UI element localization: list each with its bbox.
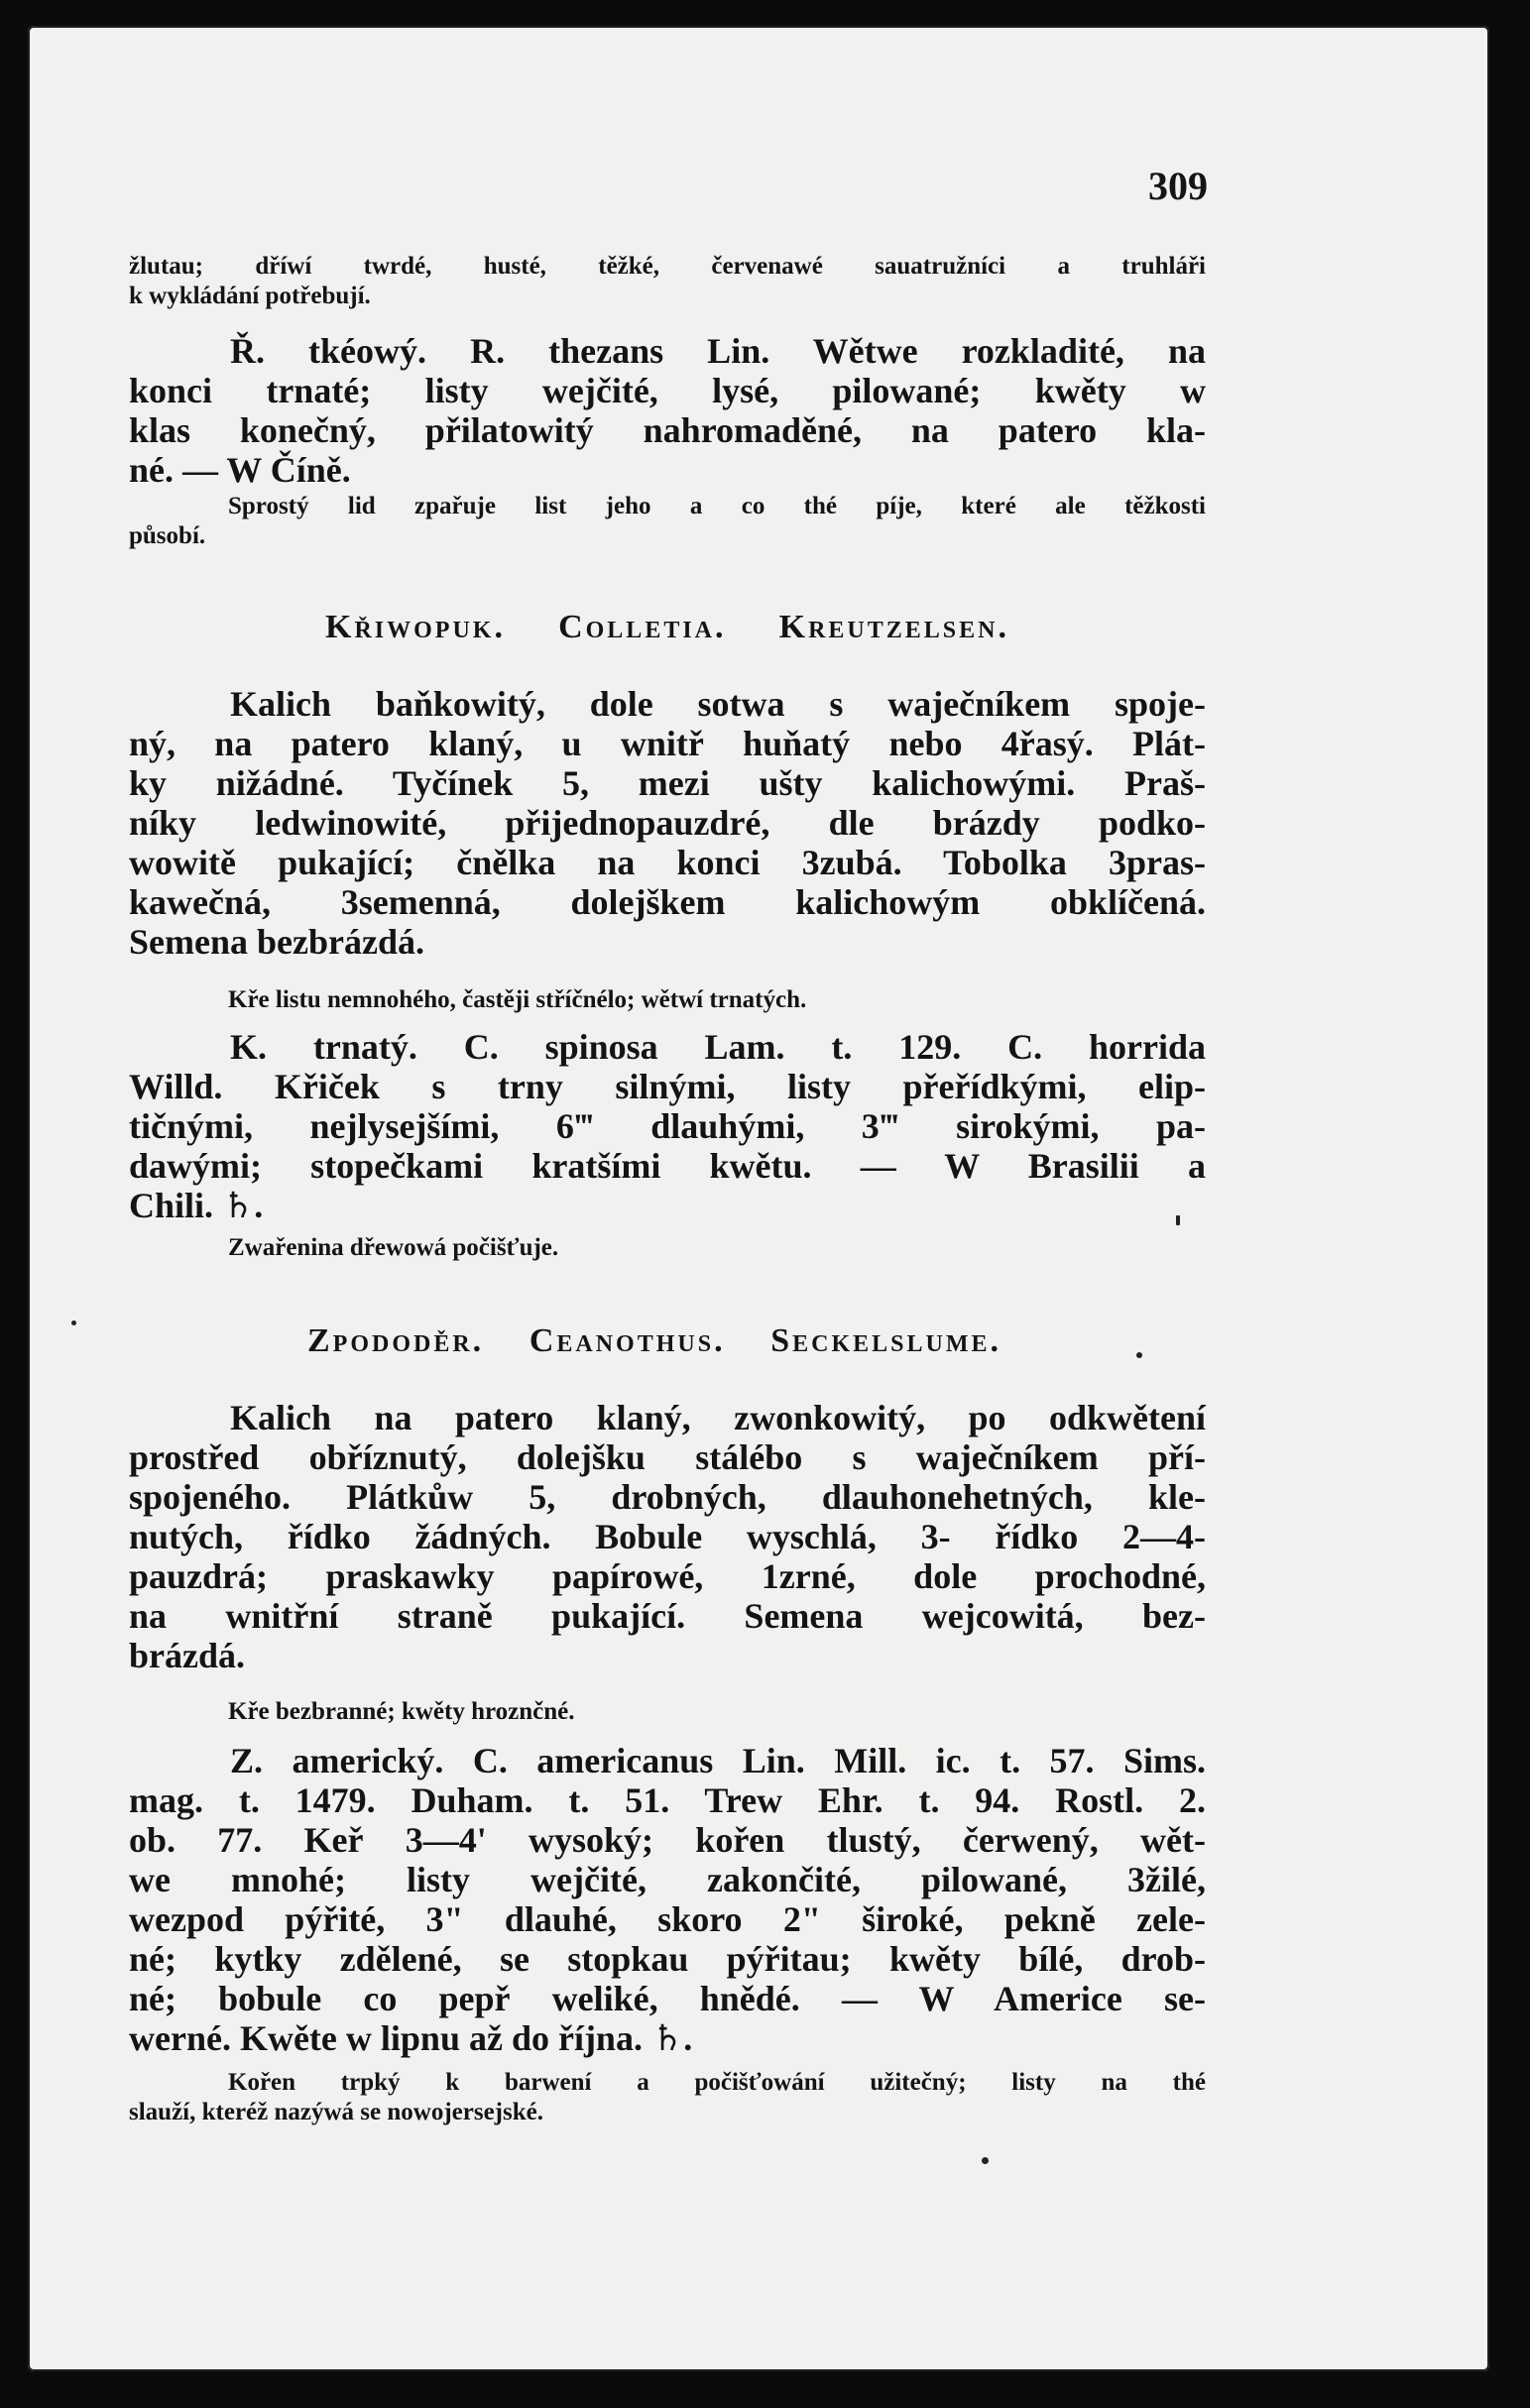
intro-paragraph bbox=[129, 252, 1206, 311]
text-line: ný, na patero klaný, u wnitř huňatý nebo 4řasý. Plát- bbox=[129, 724, 1206, 763]
text-line: spojeného. Plátkůw 5, drobných, dlauhonehetných, kle- bbox=[129, 1477, 1206, 1517]
text-line: we mnohé; listy wejčité, zakončité, pilowané, 3žilé, bbox=[129, 1860, 1206, 1899]
text-line: slauží, kteréž nazýwá se nowojersejské. bbox=[129, 2099, 543, 2125]
text-line: pauzdrá; praskawky papírowé, 1zrné, dole prochodné, bbox=[129, 1556, 1206, 1596]
genus-header-ceanothus bbox=[307, 1322, 1001, 1360]
scan-speck bbox=[1136, 1352, 1142, 1358]
text-line: Sprostý lid zpařuje list jeho a co thé píje, které ale těžkosti bbox=[228, 493, 1206, 519]
text-line: k wykládání potřebují. bbox=[129, 283, 371, 309]
text-line: kawečná, 3semenná, dolejškem kalichowým obklíčená. bbox=[129, 882, 1206, 922]
text-line: ky nižádné. Tyčínek 5, mezi ušty kalichowými. Praš- bbox=[129, 763, 1206, 803]
text-line: na wnitřní straně pukající. Semena wejcowitá, bez- bbox=[129, 1596, 1206, 1636]
text-line: wezpod pýřité, 3" dlauhé, skoro 2" široké, pekně zele- bbox=[129, 1899, 1206, 1939]
text-line: mag. t. 1479. Duham. t. 51. Trew Ehr. t. 94. Rostl. 2. bbox=[129, 1780, 1206, 1820]
genus-name-czech: Zpododěr. bbox=[307, 1322, 485, 1359]
text-line: prostřed obříznutý, dolejšku stálébo s waječníkem pří- bbox=[129, 1437, 1206, 1477]
text-line: Chili. ♄. bbox=[129, 1186, 264, 1225]
text-line: ob. 77. Keř 3—4' wysoký; kořen tlustý, čerwený, wět- bbox=[129, 1820, 1206, 1860]
scan-speck bbox=[71, 1320, 76, 1325]
species-note-ceanothus bbox=[129, 2068, 1206, 2127]
book-page bbox=[28, 26, 1489, 2371]
genus-name-latin: Ceanothus. bbox=[529, 1322, 726, 1359]
page-number: 309 bbox=[1148, 164, 1208, 208]
text-line: žlutau; dříwí twrdé, husté, těžké, červenawé sauatružníci a truhláři bbox=[129, 253, 1206, 280]
text-line: Kře bezbranné; kwěty hroznčné. bbox=[228, 1698, 575, 1725]
text-line: nutých, řídko žádných. Bobule wyschlá, 3- řídko 2—4- bbox=[129, 1517, 1206, 1556]
text-line: né; kytky zdělené, se stopkau pýřitau; kwěty bílé, drob- bbox=[129, 1939, 1206, 1979]
genus-note-ceanothus bbox=[129, 1697, 1206, 1727]
entry-thezans-note bbox=[129, 492, 1206, 551]
genus-name-latin: Colletia. bbox=[558, 609, 727, 645]
scan-speck bbox=[982, 2157, 989, 2164]
entry-thezans bbox=[129, 331, 1206, 490]
genus-header-colletia bbox=[325, 609, 1009, 646]
text-line: Z. americký. C. americanus Lin. Mill. ic. t. 57. Sims. bbox=[230, 1741, 1206, 1780]
species-colletia-spinosa bbox=[129, 1027, 1206, 1225]
text-line: wowitě pukající; čnělka na konci 3zubá. Tobolka 3pras- bbox=[129, 843, 1206, 882]
text-line: Semena bezbrázdá. bbox=[129, 922, 424, 962]
genus-description-ceanothus bbox=[129, 1398, 1206, 1675]
text-line: působí. bbox=[129, 522, 206, 549]
text-line: né. — W Číně. bbox=[129, 450, 351, 490]
species-ceanothus-americanus bbox=[129, 1741, 1206, 2058]
text-line: Kalich baňkowitý, dole sotwa s waječníkem spoje- bbox=[230, 684, 1206, 724]
text-line: níky ledwinowité, přijednopauzdré, dle brázdy podko- bbox=[129, 803, 1206, 843]
genus-name-czech: Křiwopuk. bbox=[325, 609, 506, 645]
text-line: Ř. tkéowý. R. thezans Lin. Wětwe rozkladité, na bbox=[230, 331, 1206, 371]
text-line: Kře listu nemnohého, častěji stříčnélo; wětwí trnatých. bbox=[228, 986, 807, 1013]
text-line: Kořen trpký k barwení a počišťowání užitečný; listy na thé bbox=[228, 2069, 1206, 2096]
text-line: werné. Kwěte w lipnu až do října. ♄. bbox=[129, 2018, 693, 2058]
text-line: Zwařenina dřewowá počišťuje. bbox=[228, 1234, 559, 1261]
text-line: tičnými, nejlysejšími, 6‴ dlauhými, 3‴ sirokými, pa- bbox=[129, 1106, 1206, 1146]
text-line: Willd. Křiček s trny silnými, listy přeřídkými, elip- bbox=[129, 1067, 1206, 1106]
genus-description-colletia bbox=[129, 684, 1206, 962]
species-note-colletia bbox=[129, 1233, 1206, 1263]
genus-note-colletia bbox=[129, 985, 1206, 1015]
text-line: klas konečný, přilatowitý nahromaděné, na patero kla- bbox=[129, 410, 1206, 450]
text-line: né; bobule co pepř weliké, hnědé. — W Americe se- bbox=[129, 1979, 1206, 2018]
text-line: brázdá. bbox=[129, 1636, 245, 1675]
genus-name-german: Seckelslume. bbox=[770, 1322, 1001, 1359]
scan-speck bbox=[1176, 1215, 1180, 1225]
text-line: Kalich na patero klaný, zwonkowitý, po odkwětení bbox=[230, 1398, 1206, 1437]
text-line: konci trnaté; listy wejčité, lysé, pilowané; kwěty w bbox=[129, 371, 1206, 410]
genus-name-german: Kreutzelsen. bbox=[778, 609, 1009, 645]
text-line: K. trnatý. C. spinosa Lam. t. 129. C. horrida bbox=[230, 1027, 1206, 1067]
text-line: dawými; stopečkami kratšími kwětu. — W Brasilii a bbox=[129, 1146, 1206, 1186]
